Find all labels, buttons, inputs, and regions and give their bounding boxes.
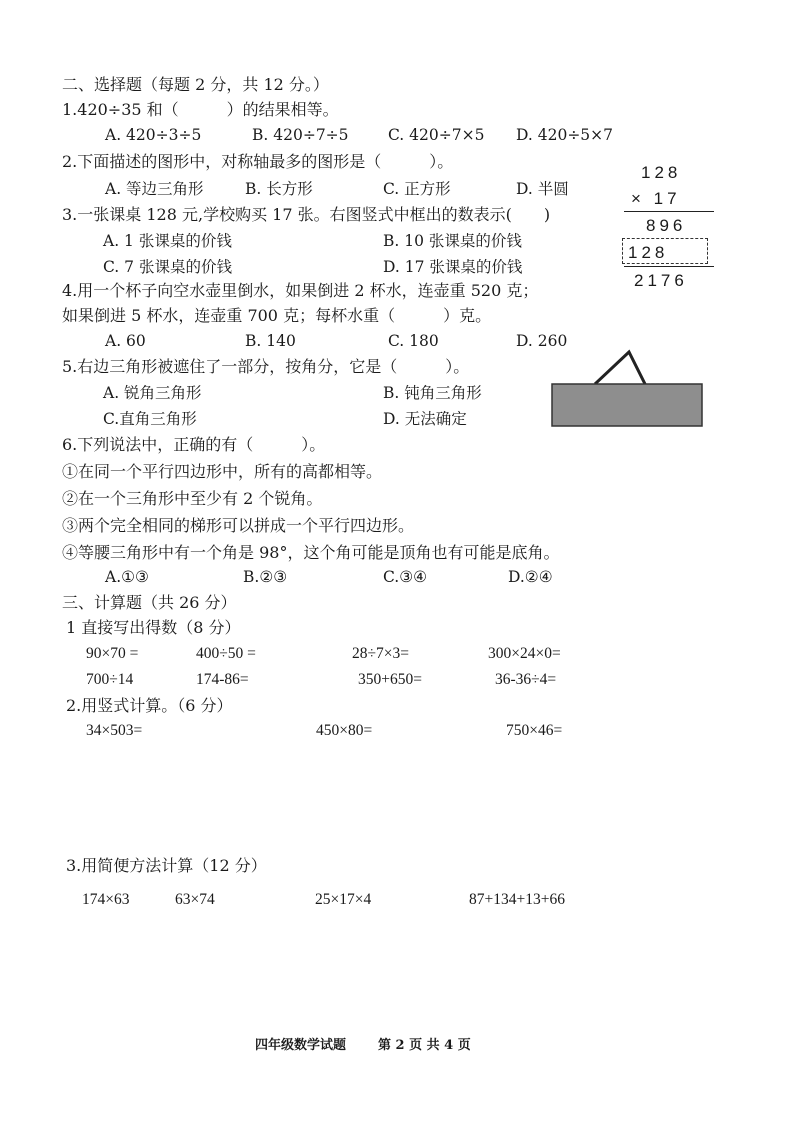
q2-option-d: D. 半圆 <box>516 180 569 198</box>
q1-option-a: A. 420÷3÷5 <box>105 126 202 144</box>
q6-option-b: B.②③ <box>243 568 288 586</box>
calc-1-2: 400÷50 = <box>196 645 256 662</box>
calc-1-6: 174-86= <box>196 671 249 688</box>
calc-1-8: 36-36÷4= <box>495 671 557 688</box>
question-6: 6.下列说法中，正确的有（ ）。 <box>62 435 326 454</box>
section-3-heading: 三、计算题（共 26 分） <box>62 593 237 612</box>
calc-1-5: 700÷14 <box>86 671 134 688</box>
q5-option-d: D. 无法确定 <box>383 410 467 428</box>
q2-option-b: B. 长方形 <box>245 180 313 198</box>
vertical-rule-top <box>624 211 714 212</box>
q6-option-c: C.③④ <box>383 568 428 586</box>
q3-option-a: A. 1 张课桌的价钱 <box>103 232 232 250</box>
vertical-partial-2: 128 <box>628 243 669 262</box>
vertical-top-number: 128 <box>641 163 682 182</box>
q5-option-b: B. 钝角三角形 <box>383 384 482 402</box>
q4-option-d: D. 260 <box>516 332 568 350</box>
calc-2-2: 450×80= <box>316 722 373 739</box>
q1-option-c: C. 420÷7×5 <box>388 126 485 144</box>
q5-option-a: A. 锐角三角形 <box>103 384 202 402</box>
q3-option-c: C. 7 张课桌的价钱 <box>103 258 232 276</box>
calc-1-3: 28÷7×3= <box>352 645 409 662</box>
question-1: 1.420÷35 和（ ）的结果相等。 <box>62 100 339 119</box>
q6-option-a: A.①③ <box>105 568 149 586</box>
question-4-line-1: 4.用一个杯子向空水壶里倒水，如果倒进 2 杯水，连壶重 520 克； <box>62 281 539 300</box>
q3-option-d: D. 17 张课桌的价钱 <box>383 258 523 276</box>
vertical-multiplier: × 17 <box>631 189 681 208</box>
q4-option-c: C. 180 <box>388 332 439 350</box>
calc-3-2: 63×74 <box>175 891 215 908</box>
q4-option-b: B. 140 <box>245 332 296 350</box>
q2-option-c: C. 正方形 <box>383 180 451 198</box>
question-2: 2.下面描述的图形中，对称轴最多的图形是（ ）。 <box>62 152 454 171</box>
covered-triangle-figure <box>545 344 715 430</box>
vertical-result: 2176 <box>634 271 688 290</box>
q6-option-d: D.②④ <box>508 568 553 586</box>
vertical-partial-1: 896 <box>646 216 687 235</box>
calc-1-4: 300×24×0= <box>488 645 561 662</box>
footer-page-number: 第 2 页 共 4 页 <box>378 1038 471 1053</box>
q4-option-a: A. 60 <box>105 332 146 350</box>
q1-option-d: D. 420÷5×7 <box>516 126 614 144</box>
q6-statement-2: ②在一个三角形中至少有 2 个锐角。 <box>62 489 323 508</box>
calc-2-1: 34×503= <box>86 722 143 739</box>
section-2-heading: 二、选择题（每题 2 分，共 12 分。） <box>62 75 329 94</box>
vertical-highlight-box <box>622 238 708 264</box>
calc-3-4: 87+134+13+66 <box>469 891 565 908</box>
q5-option-c: C.直角三角形 <box>103 410 197 428</box>
part-2-title: 2.用竖式计算。（6 分） <box>66 696 233 715</box>
q6-statement-1: ①在同一个平行四边形中，所有的高都相等。 <box>62 462 383 481</box>
q2-option-a: A. 等边三角形 <box>105 180 204 198</box>
question-3: 3.一张课桌 128 元,学校购买 17 张。右图竖式中框出的数表示( ) <box>62 205 551 224</box>
footer-subject: 四年级数学试题 <box>255 1038 347 1053</box>
q3-option-b: B. 10 张课桌的价钱 <box>383 232 522 250</box>
calc-2-3: 750×46= <box>506 722 563 739</box>
q1-option-b: B. 420÷7÷5 <box>252 126 349 144</box>
q6-statement-3: ③两个完全相同的梯形可以拼成一个平行四边形。 <box>62 516 415 535</box>
calc-1-7: 350+650= <box>358 671 422 688</box>
part-3-title: 3.用简便方法计算（12 分） <box>66 856 267 875</box>
part-1-title: 1 直接写出得数（8 分） <box>66 618 241 637</box>
calc-3-1: 174×63 <box>82 891 130 908</box>
question-4-line-2: 如果倒进 5 杯水，连壶重 700 克；每杯水重（ ）克。 <box>62 306 492 325</box>
q6-statement-4: ④等腰三角形中有一个角是 98°，这个角可能是顶角也有可能是底角。 <box>62 543 560 562</box>
question-5: 5.右边三角形被遮住了一部分，按角分，它是（ ）。 <box>62 357 470 376</box>
calc-3-3: 25×17×4 <box>315 891 372 908</box>
calc-1-1: 90×70 = <box>86 645 139 662</box>
vertical-rule-bottom <box>624 266 714 267</box>
